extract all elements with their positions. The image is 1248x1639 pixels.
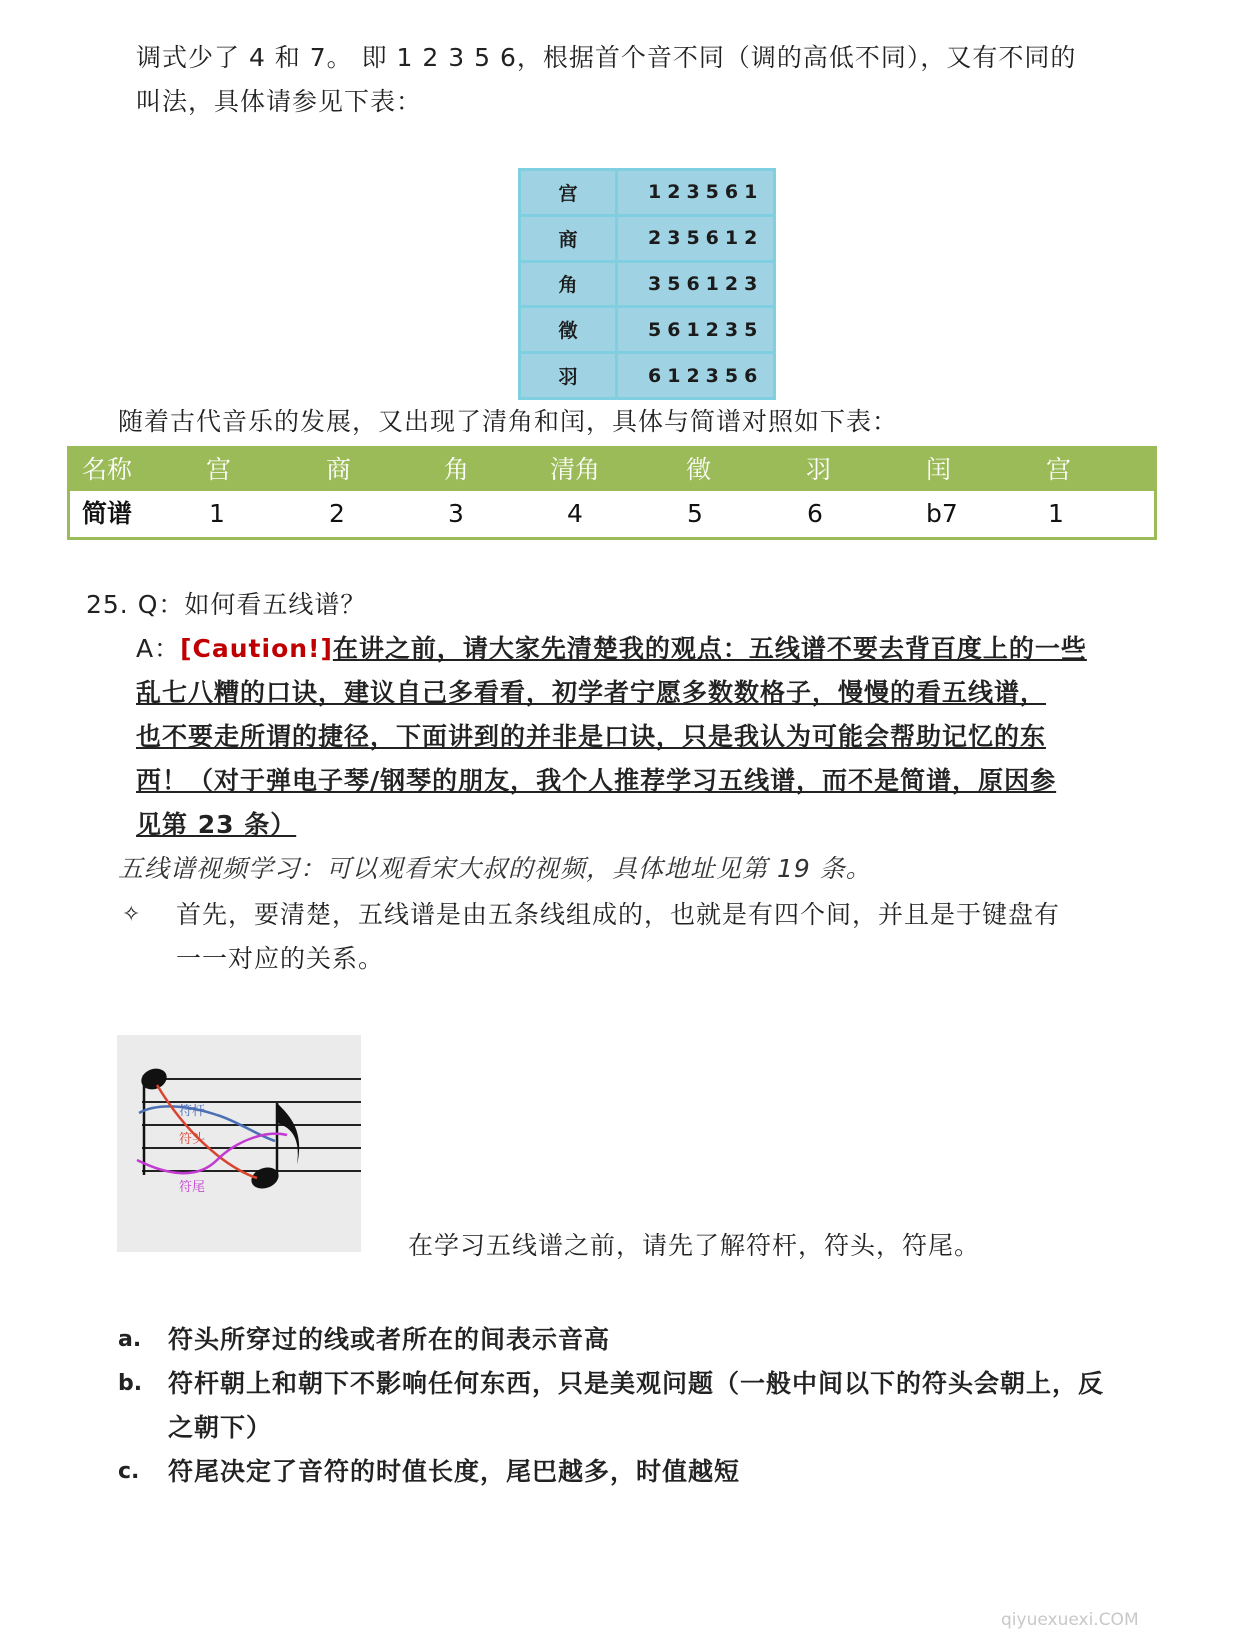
answer-prefix: A： [136,634,181,663]
body-cell: 6 [807,499,823,528]
comparison-header-row [70,449,1154,491]
diagram-caption: 在学习五线谱之前，请先了解符杆，符头，符尾。 [408,1231,981,1260]
header-cell: 宫 [1046,455,1072,484]
mode-name: 宫 [520,170,617,216]
comparison-body-row [70,491,1154,537]
header-cell: 角 [444,455,470,484]
answer-line-2: 乱七八糟的口诀，建议自己多看看，初学者宁愿多数数格子，慢慢的看五线谱， [136,678,1047,707]
video-note: 五线谱视频学习：可以观看宋大叔的视频，具体地址见第 19 条。 [118,854,872,883]
header-cell: 宫 [206,455,232,484]
answer-line-4: 西！（对于弹电子琴/钢琴的朋友，我个人推荐学习五线谱，而不是简谱，原因参 [136,766,1057,795]
mode-sequence: 356123 [617,261,775,307]
bullet-icon: ✧ [122,902,142,927]
header-cell: 商 [326,455,352,484]
list-item-b-continued: 之朝下） [168,1413,273,1442]
list-item-b: 符杆朝上和朝下不影响任何东西，只是美观问题（一般中间以下的符头会朝上，反 [168,1369,1105,1398]
stem-pointer [139,1106,275,1141]
mode-name: 羽 [520,353,617,399]
table-row [520,170,775,216]
list-item-a: 符头所穿过的线或者所在的间表示音高 [168,1325,611,1354]
list-label-b: b. [118,1371,143,1396]
body-cell: 2 [329,499,345,528]
intro-line-1: 调式少了 4 和 7。 即 1 2 3 5 6，根据首个音不同（调的高低不同），又有不同的 [136,43,1077,72]
body-cell: 3 [448,499,464,528]
bullet-line-2: 一一对应的关系。 [176,944,385,973]
history-text: 随着古代音乐的发展，又出现了清角和闰，具体与简谱对照如下表： [118,407,899,436]
answer-line-1 [136,627,1087,671]
body-cell: 1 [1048,499,1064,528]
table-row [520,215,775,261]
table-row [520,307,775,353]
staff-lines [142,1079,361,1171]
mode-sequence: 235612 [617,215,775,261]
table-row [520,353,775,399]
watermark: qiyuexuexi.COM [1001,1610,1139,1630]
body-cell: 4 [567,499,583,528]
header-cell: 徵 [686,455,712,484]
mode-sequence: 612356 [617,353,775,399]
header-cell: 闰 [926,455,952,484]
bullet-line-1: 首先，要清楚，五线谱是由五条线组成的，也就是有四个间，并且是于键盘有 [176,900,1061,929]
tail-pointer [137,1134,287,1173]
mode-sequence: 561235 [617,307,775,353]
note-anatomy-diagram [117,1035,361,1252]
mode-name: 角 [520,261,617,307]
header-cell: 羽 [806,455,832,484]
mode-sequence: 123561 [617,170,775,216]
head-pointer [157,1085,257,1178]
table-row [520,261,775,307]
comparison-table [67,446,1157,540]
mode-name: 徵 [520,307,617,353]
answer-line-3: 也不要走所谓的捷径，下面讲到的并非是口诀，只是我认为可能会帮助记忆的东 [136,722,1047,751]
body-cell: 1 [209,499,225,528]
answer-line-5: 见第 23 条） [136,810,297,839]
question-label: 25. Q：如何看五线谱？ [86,590,367,619]
intro-line-2: 叫法，具体请参见下表： [136,87,423,116]
header-cell: 名称 [82,455,133,484]
body-cell: 简谱 [82,499,133,528]
list-label-a: a. [118,1327,142,1352]
answer-text: 在讲之前，请大家先清楚我的观点：五线谱不要去背百度上的一些 [332,634,1087,663]
body-cell: b7 [926,499,958,528]
list-label-c: c. [118,1459,140,1484]
tail-label: 符尾 [179,1180,206,1195]
mode-name: 商 [520,215,617,261]
header-cell: 清角 [550,455,601,484]
mode-table [518,168,776,400]
body-cell: 5 [687,499,703,528]
staff-svg [117,1035,361,1252]
caution-tag: [Caution!] [180,634,333,663]
list-item-c: 符尾决定了音符的时值长度，尾巴越多，时值越短 [168,1457,741,1486]
stem-label: 符杆 [179,1104,206,1119]
head-label: 符头 [179,1132,206,1147]
